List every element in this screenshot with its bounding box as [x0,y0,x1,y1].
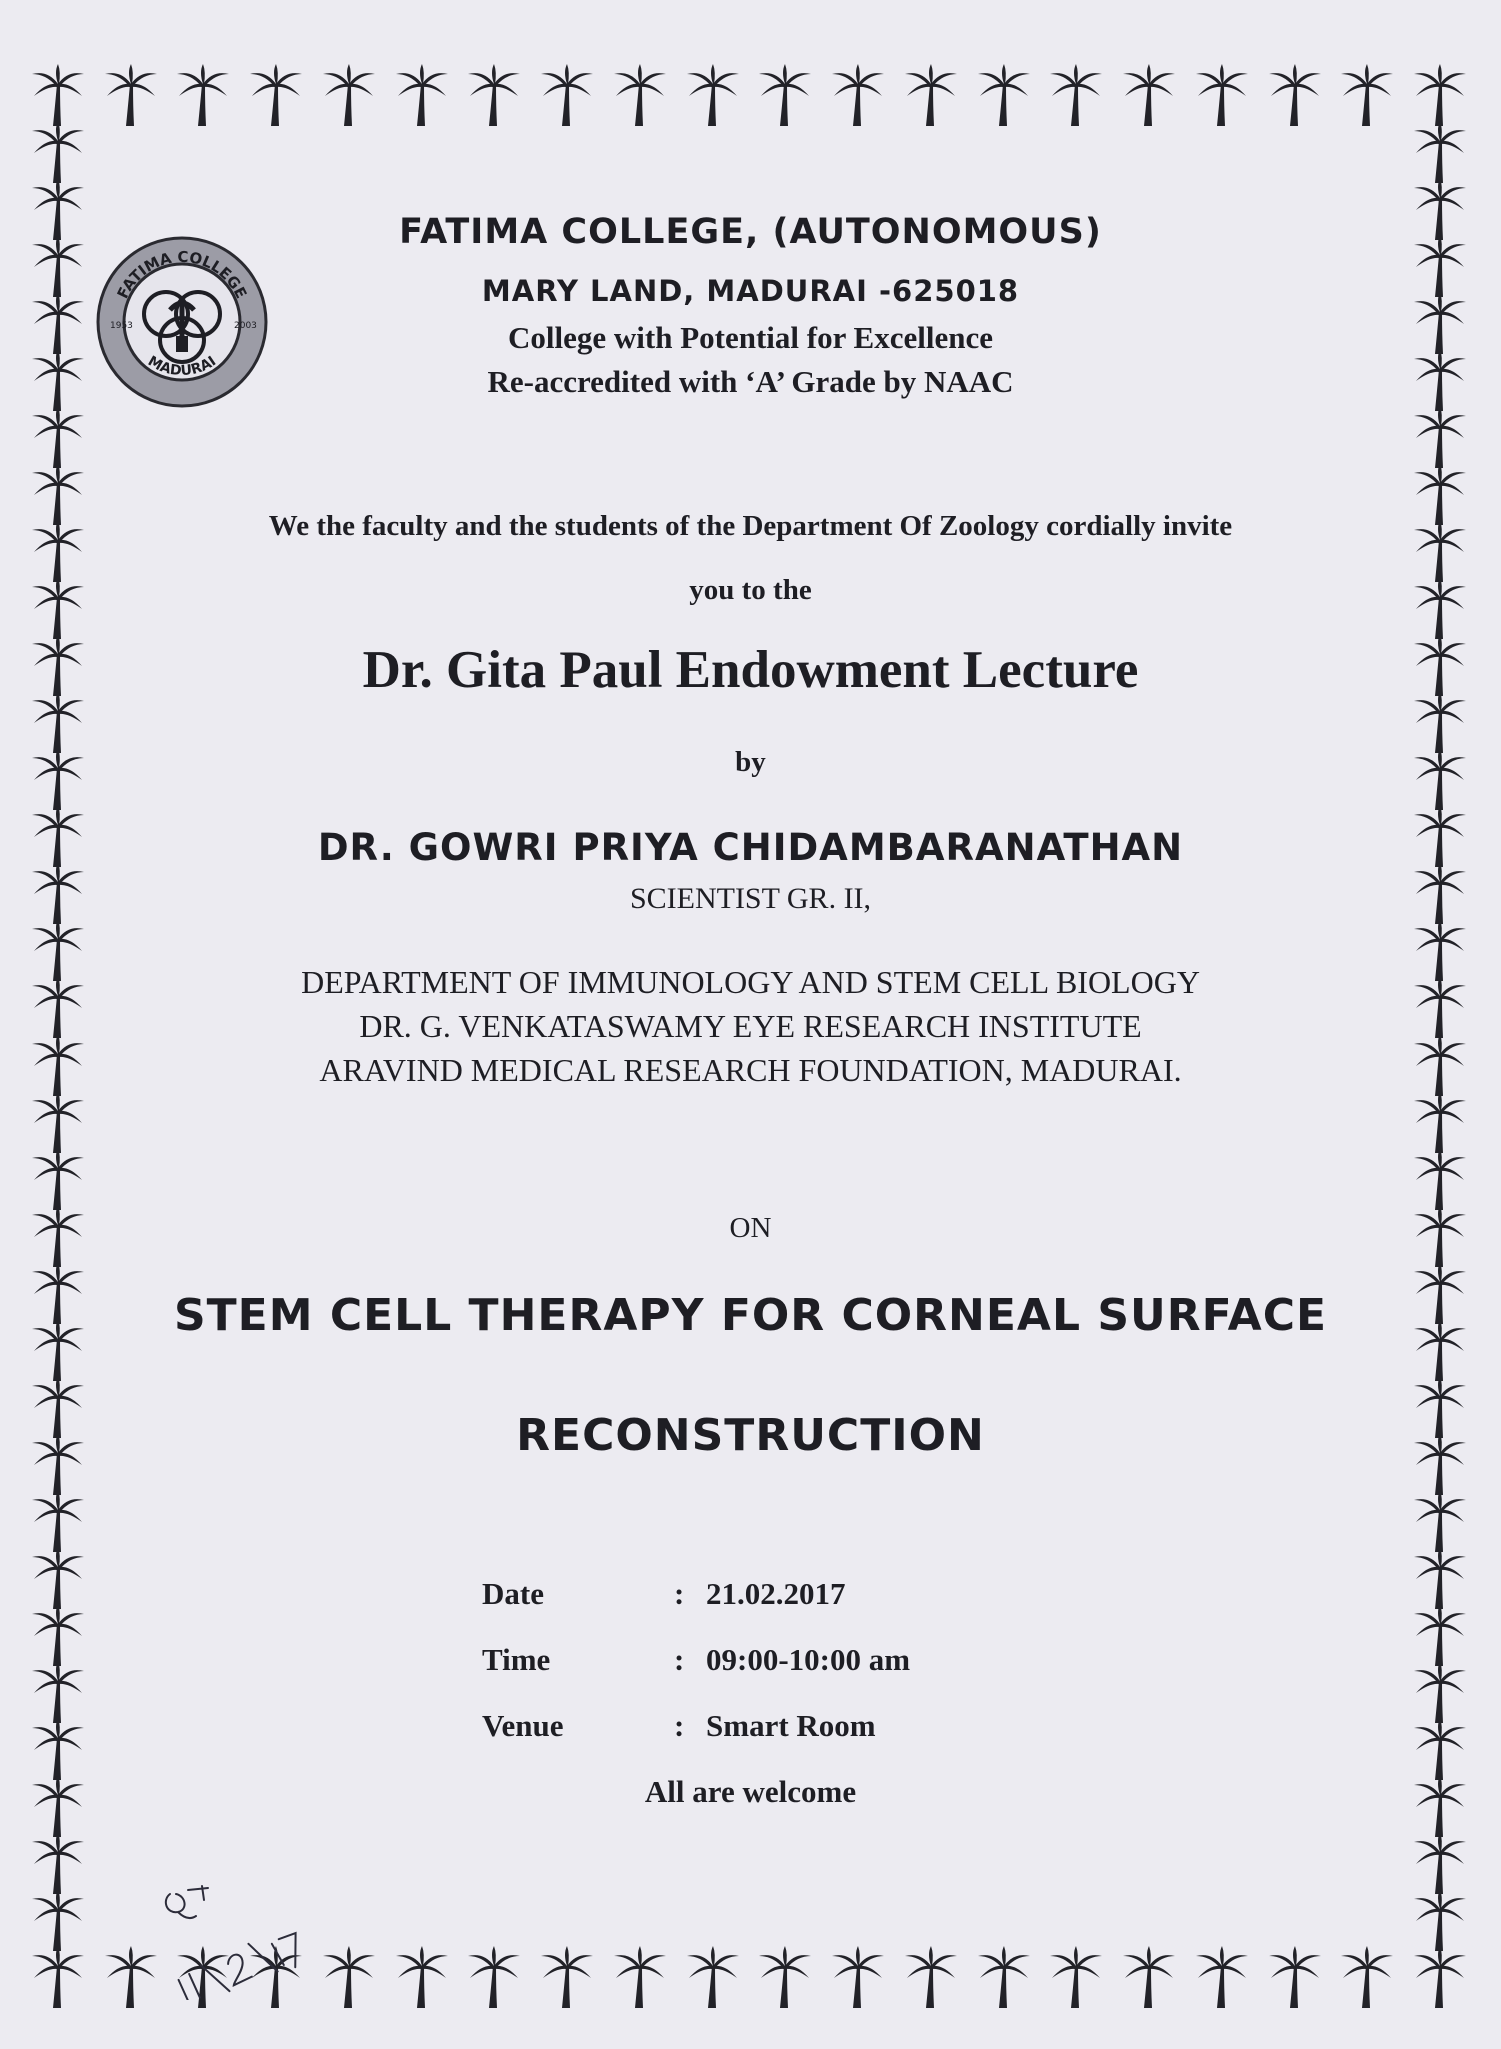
speaker-affiliation-line: DEPARTMENT OF IMMUNOLOGY AND STEM CELL BIOLOGY [301,964,1200,1000]
palm-tree-icon [392,1944,452,2010]
palm-tree-icon [1192,62,1252,128]
palm-tree-icon [1410,1944,1470,2010]
seal-top-text: FATIMA COLLEGE [113,247,251,302]
seal-bottom-text: MADURAI [144,353,220,380]
palm-tree-icon [1337,62,1397,128]
palm-tree-icon [28,1944,88,2010]
event-title: Dr. Gita Paul Endowment Lecture [362,641,1139,699]
palm-tree-icon [974,1944,1034,2010]
invitation-text-cont: you to the [689,574,812,606]
invitation-text: We the faculty and the students of the Department Of Zoology cordially invite [268,510,1233,542]
college-address: MARY LAND, MADURAI -625018 [481,274,1020,308]
time-value: 09:00-10:00 am [706,1642,911,1677]
palm-tree-icon [610,1944,670,2010]
palm-tree-icon [610,62,670,128]
palm-tree-icon [1410,1887,1470,1953]
palm-tree-icon [464,1944,524,2010]
palm-tree-icon [1119,62,1179,128]
palm-tree-icon [246,62,306,128]
seal-left-text: 1953 [110,321,133,331]
palm-tree-icon [173,62,233,128]
speaker-name: DR. GOWRI PRIYA CHIDAMBARANATHAN [317,826,1184,869]
closing-text: All are welcome [644,1774,857,1809]
on-label: ON [729,1212,772,1244]
venue-value: Smart Room [706,1708,876,1743]
palm-tree-icon [1046,1944,1106,2010]
speaker-affiliation-line: ARAVIND MEDICAL RESEARCH FOUNDATION, MADURAI. [319,1052,1182,1088]
college-name: FATIMA COLLEGE, (AUTONOMOUS) [399,212,1102,252]
speaker-designation: SCIENTIST GR. II, [629,882,872,915]
palm-tree-icon [755,1944,815,2010]
palm-tree-icon [828,1944,888,2010]
palm-tree-icon [464,62,524,128]
date-label: Date [482,1576,544,1611]
palm-tree-icon [828,62,888,128]
venue-colon: : [674,1708,685,1743]
college-tagline: College with Potential for Excellence [508,320,993,355]
palm-tree-icon [1265,62,1325,128]
palm-tree-icon [537,1944,597,2010]
venue-label: Venue [482,1708,564,1743]
seal-right-text: 2003 [234,321,257,331]
college-accreditation: Re-accredited with ‘A’ Grade by NAAC [487,364,1014,399]
palm-tree-icon [974,62,1034,128]
date-colon: : [674,1576,685,1611]
palm-tree-icon [319,1944,379,2010]
palm-tree-icon [683,62,743,128]
time-label: Time [482,1642,551,1677]
by-label: by [735,746,766,778]
palm-tree-icon [319,62,379,128]
topic-title: STEM CELL THERAPY FOR CORNEAL SURFACE [173,1290,1328,1341]
palm-tree-icon [1265,1944,1325,2010]
topic-title-cont: RECONSTRUCTION [516,1410,985,1461]
palm-tree-icon [392,62,452,128]
palm-tree-icon [1337,1944,1397,2010]
palm-tree-icon [101,62,161,128]
palm-tree-icon [901,62,961,128]
speaker-affiliation-line: DR. G. VENKATASWAMY EYE RESEARCH INSTITUTE [359,1008,1142,1044]
date-value: 21.02.2017 [706,1576,846,1611]
palm-tree-icon [755,62,815,128]
palm-tree-icon [901,1944,961,2010]
palm-tree-icon [1119,1944,1179,2010]
palm-tree-icon [537,62,597,128]
time-colon: : [674,1642,685,1677]
palm-tree-icon [1192,1944,1252,2010]
palm-tree-icon [1046,62,1106,128]
palm-tree-icon [683,1944,743,2010]
handwritten-initials-date [152,1870,302,2000]
palm-tree-icon [28,1887,88,1953]
